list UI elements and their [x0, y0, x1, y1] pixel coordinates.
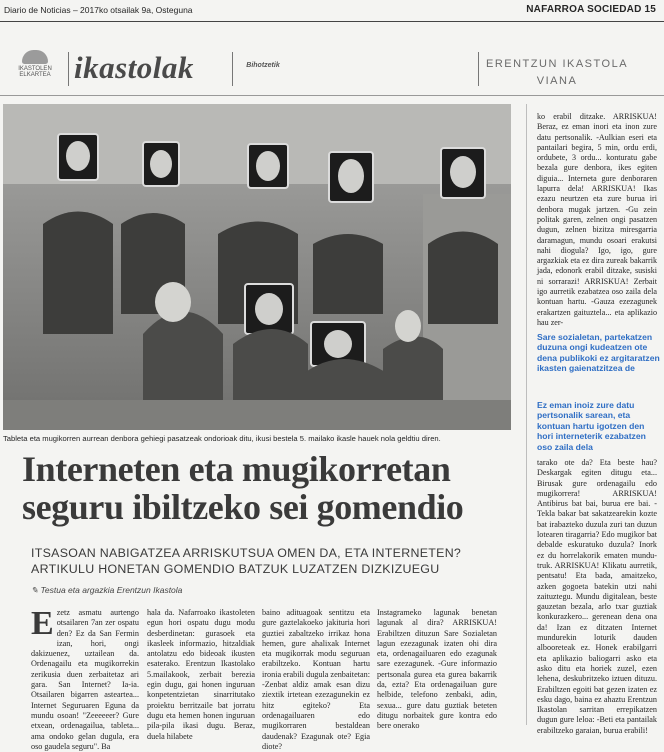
issue-date-line: Diario de Noticias – 2017ko otsailak 9a, Osteguna — [4, 5, 193, 15]
photo-illustration — [3, 104, 511, 430]
page-section-label: NAFARROA SOCIEDAD 15 — [526, 4, 656, 15]
right-column-text: ko erabil ditzake. ARRISKUA! Beraz, ez eman inori eta inon zure datu pertsonalik. -Aulkian eseri eta pantailari begira, 5 min, ordu erdi, ordubete, 3 ordu... konturatu gabe bezala gure denbora, ikes egiten diguia... Interneta gure denboraren lapurra dela! ARRISKUA! Ikas ezazu neurtzen eta zure burua iri denbora mugak jartzen. -Gu zein politak garen, zelnen ongi pasatzen dugun, zelnen bizitza miresgarria daramagun, mundu osoari erakutsi nahi diogula? Igo, igo, gure argazkiak eta ez dira zureak bakarrik jada, edonork erabil ditzake, susiski ni sorrarazi! ARRISKUA! Zerbait igo aurretik ezabatzea oso zaila dela kontuan hartu. -Gauza ezezagunek erakartzen gaituztela... eta aplikazio hau zer- — [537, 112, 657, 327]
photo-caption: Tableta eta mugikorren aurrean denbora gehiegi pasatzeak ondorioak ditu, ikusi bestela 5. mailako ikasle hauek nola geldtiu diren. — [3, 434, 441, 443]
byline-bullet-icon: ✎ — [31, 585, 41, 595]
logo-text: Bihotzetik — [246, 62, 280, 69]
article-byline — [31, 585, 182, 596]
right-column-top — [537, 112, 657, 328]
column-divider — [526, 104, 527, 725]
body-column-2 — [147, 608, 255, 741]
school-name-line2: VIANA — [536, 75, 578, 87]
body-column-3 — [262, 608, 370, 751]
drop-cap: E — [31, 605, 54, 642]
school-name — [486, 56, 628, 90]
body-column-4 — [377, 608, 497, 731]
logo-text: IKASTOLEN ELKARTEA — [18, 66, 52, 78]
byline-text: Testua eta argazkia Erentzun Ikastola — [40, 585, 183, 595]
right-column-text: tarako ote da? Eta beste hau? Deskargak egiten ditugu eta... Birusak gure ordenagailu edo mugikorrera! ARRISKUA! Antibirus bat bai, burua ere bai. -Tekla bakar bat sakatzearekin kozte bat irabazteko duzula zuri tan duzun lotearen tiragarria? Edo mugikor bat debalde eskuratuko duzula? Inork ez du horrelakorik ematen mundu-truk. ARRISKUA! Klikatu aurretik, pentsatu! Eta bada, amaitzeko, azken gogoeta batekin utzi nahi zaituztegu. Mundu digitalean, beste gauzetan bezala, arlo txar guztiak konkurazkero... gerenean dena ona da! Izan ez ditzaten Internet mundurekin loturik dauden albooreteak ez. Honek erabilgarri eta aplikazio baliogarri asko eta asko ditu eta horiek zuzel, ezen lehenа, deskubritzeko iztuen dituzu. Erabiltzen egoiti bat gezen izaten ez esku dago, baina ez ahaztu Erentzun Ikastolan sarritan errepikatzen dugun gure leloa: -Beti eta pantailak erabiltzeko garaian, burua erabili! — [537, 458, 657, 735]
header-divider — [0, 21, 664, 22]
header-separator — [232, 52, 233, 86]
header-separator — [478, 52, 479, 86]
header-rule — [0, 95, 664, 96]
body-text: Instagrameko lagunak benetan lagunak al dira? ARRISKUA! Erabiltzen dituzun Sare Sozialetan lagun ezezagunak izaten ohi dira eta, ordenagailuaren edo ezagunak sare ezezagunek. -Gure informazio pertsonala gurea eta gurea bakarrik da, ezta? Eta ordenagailuan gure helbide, telefono zenbaki, adin, sexua... gure datu guztiak beteten ditugu norbaitek gure kontra edo bere onerako — [377, 608, 497, 731]
bihotzetik-logo — [240, 62, 286, 69]
body-column-1 — [31, 605, 139, 751]
right-column-bottom — [537, 458, 657, 735]
ikastolen-elkartea-logo — [8, 50, 62, 78]
logo-emblem-icon — [22, 50, 48, 64]
pull-quote-2: Ez eman inoiz zure datu pertsonalik sarean, eta kontuan hartu igotzen den hori interneterik ezabatzen oso zaila dela — [537, 400, 646, 452]
group-photo — [3, 104, 511, 430]
section-header — [0, 46, 664, 94]
page-header-strip — [0, 0, 664, 28]
body-text: zetz asmatu aurtengo otsailaren 7an zer ospatu den? Ez da San Fermin izan, hori, ongi dakizuenez, uztailean da. Ordenagailu eta mugikorrekin zerikusia duen zerbaitetaz ari gara. San Internet? Ia-ia. Otsailaren bigarren astearteа... Internet Seguruaren Eguna da mundu osoan! "Zeeeeeer? Gure etxean, ordenagailua, tableta... ama ondoko gelan dugula, era oso gaudela seguru". Ba — [31, 608, 139, 751]
article-subhead: ITSASOAN NABIGATZEA ARRISKUTSUA OMEN DA, ETA INTERNETEN? ARTIKULU HONETAN GOMENDIO BATZUK LUZATZEN DIZKIZUEGU — [31, 546, 462, 576]
pull-quote-1: Sare sozialetan, partekatzen duzuna ongi kudeatzen ote dena publikoki ez argitaratzen ikasten gaienatzitzea de — [537, 332, 660, 374]
body-text: hala da. Nafarroako ikastoleten egun hori ospatu dugu modu desberdinetan: gurasoek eta ikasleek informazio, hitzaldiak antolatzu edo bideoak ikusten esaterako. Erentzun Ikastolako 5.mailakook, zerbait berezia egin dugu, gai honen inguruan konpetentzietan sinarritutako proiektu berritzaile bat jorratu dugu eta hemen honen inguruan pila-pila ikasi dugu. Beraz, duela hilabete — [147, 608, 255, 741]
school-name-line1: ERENTZUN IKASTOLA — [486, 58, 629, 70]
section-title: ikastolak — [74, 50, 194, 85]
header-separator — [68, 52, 69, 86]
article-headline: Interneten eta mugikorretan seguru ibiltzeko sei gomendio — [22, 449, 464, 527]
body-text: baino adituagoak sentitzu eta gure gaztelakoeko jakituria hori guztiei zabaltzeko irrikaz hona hemen, gure ahalixak Internet eta mugikorrak modu seguruan erabiltzeko. Kontuan hartu ironia erabili dugula zenbaitetan: -Zenbat aldiz amak esan dizu ziextik irtetean ezezagunekin ez hitz egiteko? Eta ordenagailuaren edo mugikorraren bestaldean daudenak? Ezagunak ote? Egia diote? — [262, 608, 370, 751]
